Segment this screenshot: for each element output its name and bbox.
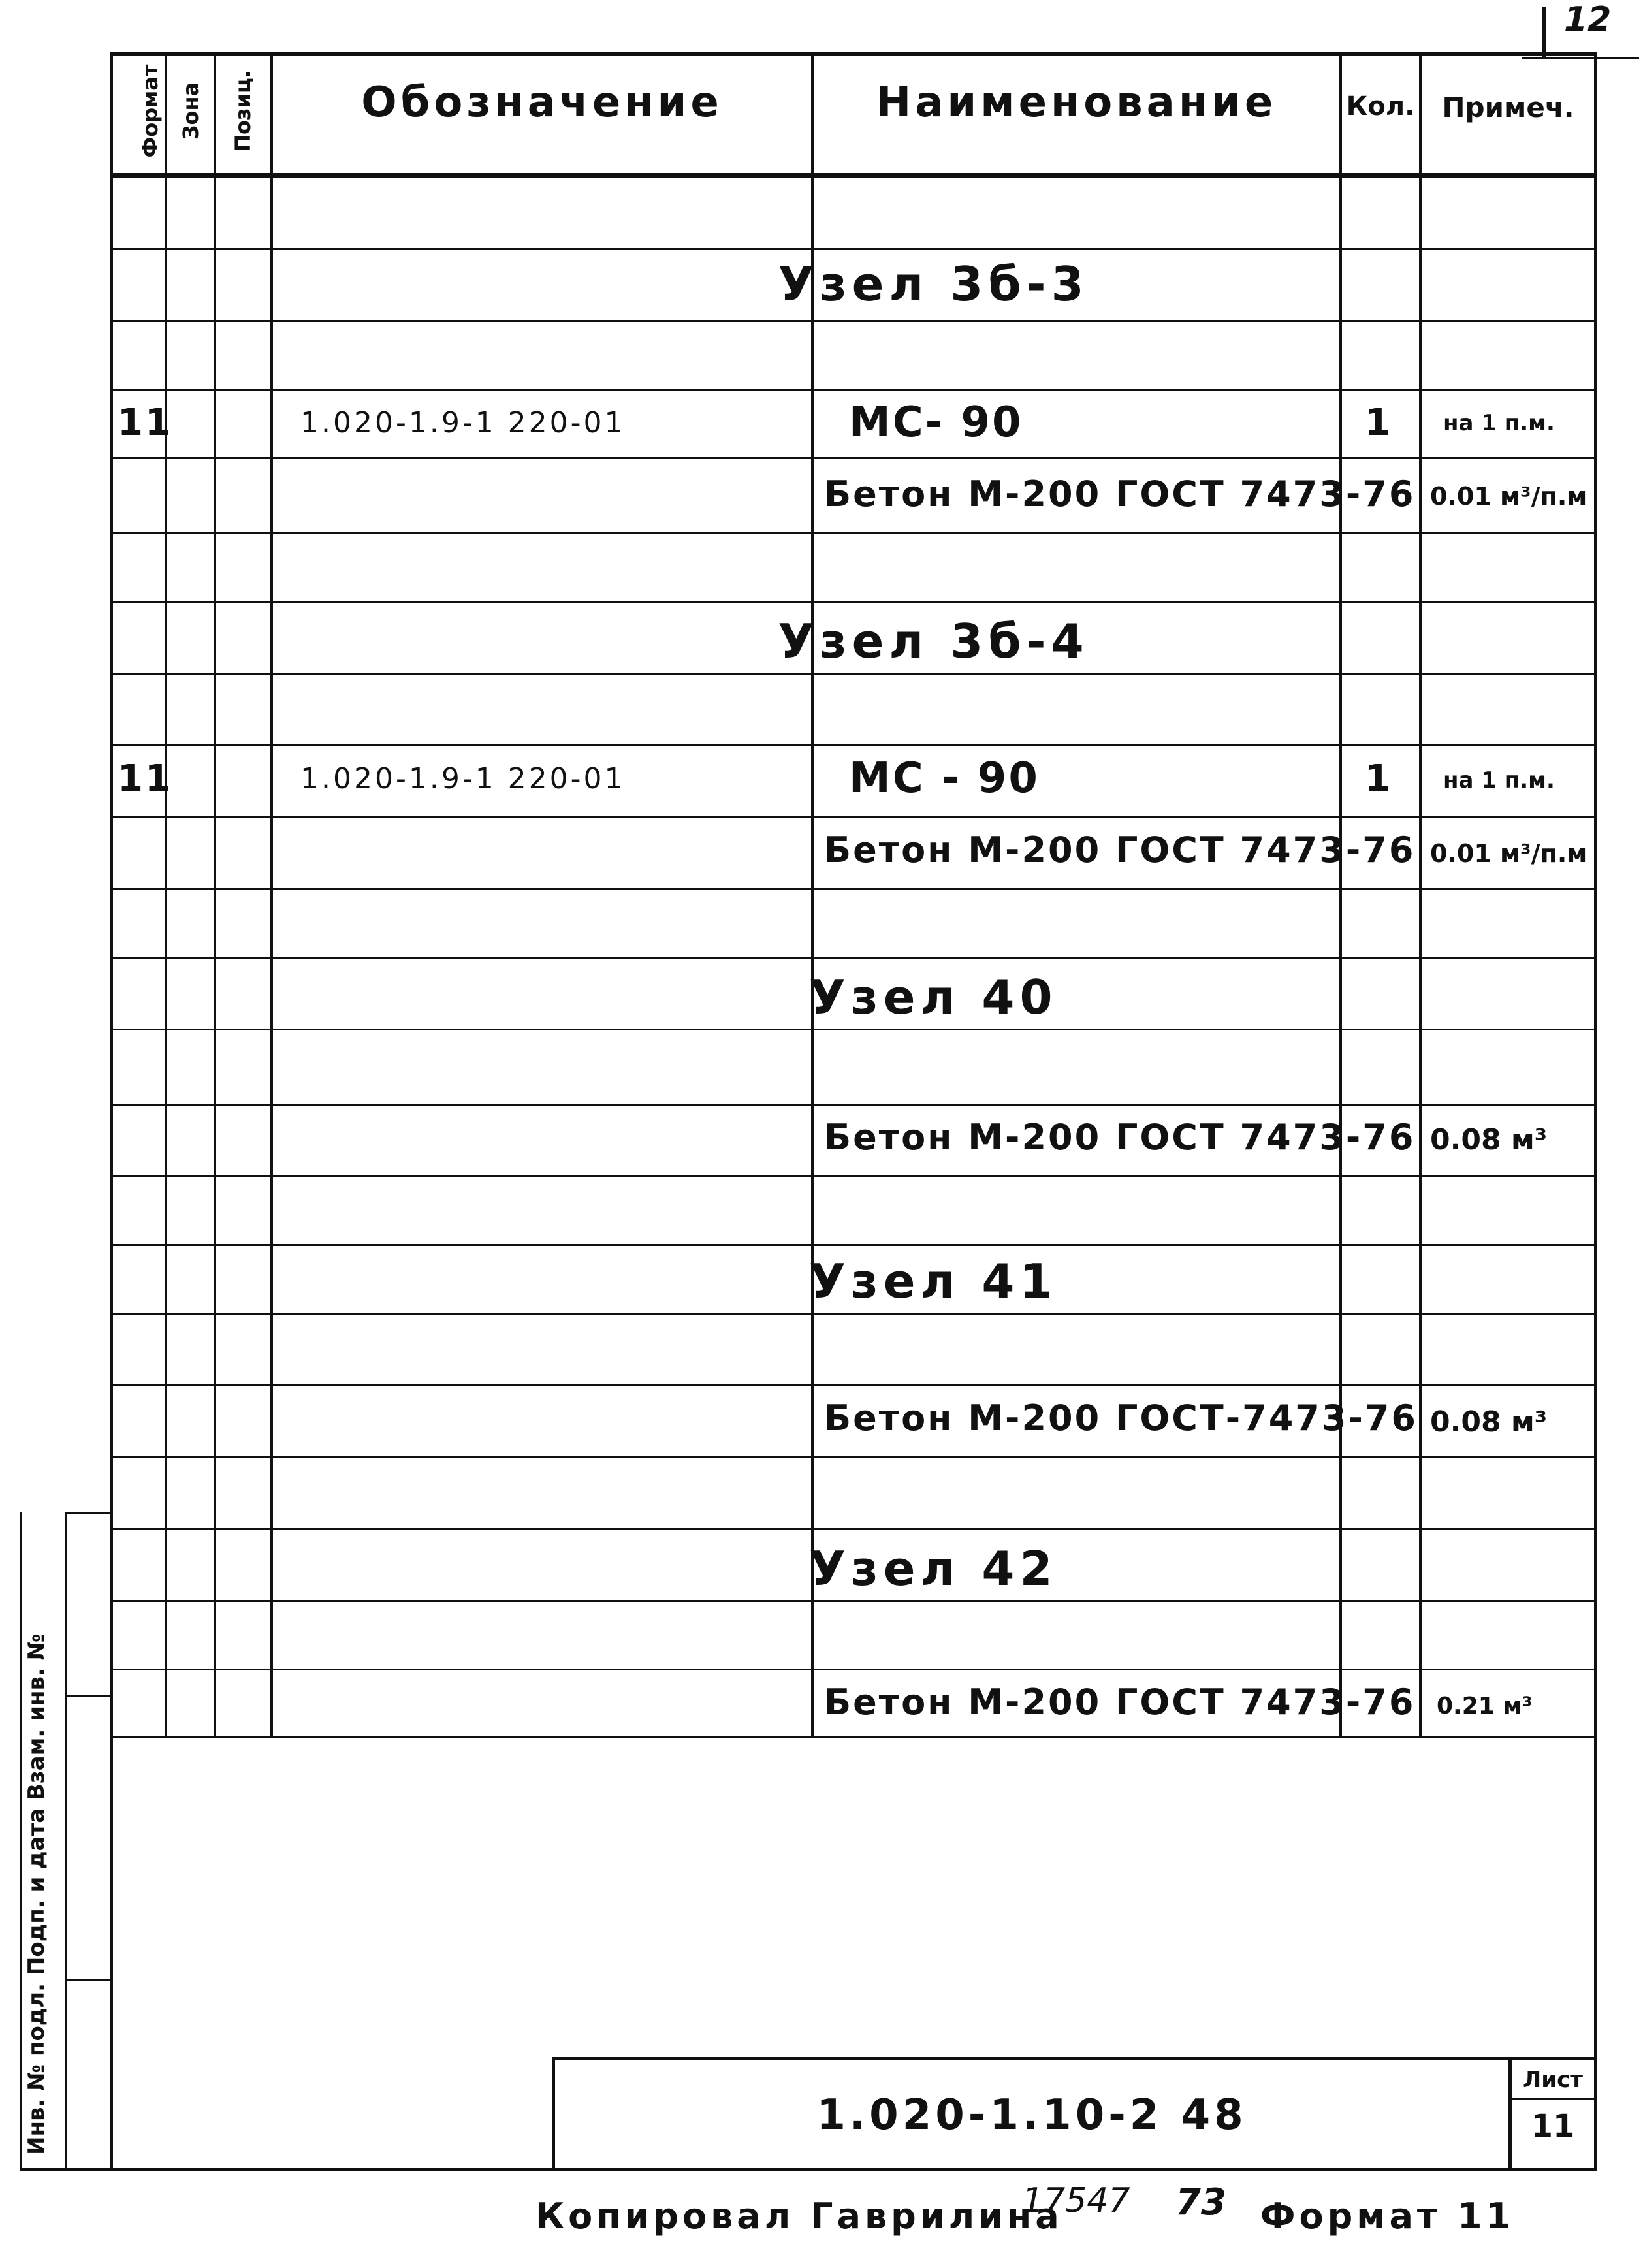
- row-name: Бетон М-200 ГОСТ-7473-76: [824, 1398, 1418, 1439]
- row-name: Бетон М-200 ГОСТ 7473-76: [824, 1117, 1416, 1158]
- section-title: Узел 42: [809, 1541, 1058, 1596]
- frame-bottom: [20, 2168, 1597, 2171]
- footer-number-2: 73: [1175, 2181, 1226, 2224]
- section-title: Узел 41: [809, 1254, 1058, 1309]
- page-number-tick: [1542, 7, 1546, 59]
- row-line: [110, 1528, 1597, 1530]
- header-quantity: Кол.: [1346, 91, 1415, 121]
- side-strip-div-2: [65, 1979, 112, 1981]
- row-note: 0.21 м³: [1437, 1693, 1533, 1719]
- row-name: МС - 90: [849, 754, 1040, 803]
- row-line: [110, 389, 1597, 391]
- row-line: [110, 1313, 1597, 1315]
- row-line: [110, 673, 1597, 675]
- side-strip-top: [65, 1512, 112, 1514]
- row-designation: 1.020-1.9-1 220-01: [300, 762, 626, 795]
- header-designation: Обозначение: [361, 78, 723, 127]
- row-name: Бетон М-200 ГОСТ 7473-76: [824, 829, 1416, 870]
- row-line: [110, 888, 1597, 890]
- document-code: 1.020-1.10-2 48: [816, 2091, 1247, 2139]
- row-line: [110, 601, 1597, 603]
- footer-number-1: 17547: [1022, 2181, 1130, 2220]
- row-line: [110, 1029, 1597, 1030]
- title-block-top: [552, 2057, 1597, 2060]
- header-note: Примеч.: [1442, 91, 1574, 123]
- row-line: [110, 532, 1597, 534]
- side-strip-left: [20, 1512, 22, 2171]
- row-line: [110, 1669, 1597, 1670]
- row-line: [110, 1244, 1597, 1246]
- header-format: Формат: [138, 64, 163, 158]
- row-line: [110, 1384, 1597, 1386]
- sheet-number: 11: [1531, 2108, 1575, 2145]
- section-title: Узел 3б-3: [778, 257, 1089, 311]
- row-line: [110, 816, 1597, 818]
- row-name: МС- 90: [849, 398, 1023, 447]
- side-strip-mid: [65, 1512, 67, 2171]
- page-number-rule: [1522, 57, 1639, 59]
- footer-copied-by: Копировал Гаврилина: [535, 2196, 1063, 2237]
- header-position: Позиц.: [231, 70, 255, 152]
- header-rule: [110, 173, 1597, 178]
- row-line: [110, 1175, 1597, 1177]
- section-title: Узел 3б-4: [778, 614, 1089, 669]
- row-note: на 1 п.м.: [1443, 410, 1555, 436]
- page-number: 12: [1564, 0, 1612, 39]
- row-line: [110, 1104, 1597, 1106]
- row-line: [110, 320, 1597, 322]
- row-format: 11: [118, 402, 172, 444]
- row-note: 0.08 м³: [1430, 1123, 1548, 1157]
- row-note: на 1 п.м.: [1443, 767, 1555, 793]
- row-quantity: 1: [1365, 402, 1392, 444]
- row-line: [110, 457, 1597, 459]
- row-line: [110, 957, 1597, 959]
- row-line: [110, 744, 1597, 746]
- col-line-zone: [214, 52, 216, 1737]
- row-format: 11: [118, 758, 172, 800]
- header-zone: Зона: [178, 82, 203, 140]
- title-block-sheet-rule: [1508, 2098, 1597, 2100]
- header-name: Наименование: [876, 78, 1277, 127]
- side-stamp-label: Инв. № подл. Подп. и дата Взам. инв. №: [24, 1633, 50, 2155]
- row-line: [110, 1456, 1597, 1458]
- sheet-label: Лист: [1523, 2067, 1583, 2093]
- footer-format: Формат 11: [1260, 2196, 1515, 2237]
- row-quantity: 1: [1365, 758, 1392, 800]
- row-line: [110, 1736, 1597, 1738]
- frame-right: [1594, 52, 1597, 2171]
- row-name: Бетон М-200 ГОСТ 7473-76: [824, 473, 1416, 515]
- row-note: 0.01 м³/п.м: [1430, 839, 1587, 868]
- row-line: [110, 248, 1597, 250]
- col-line-format: [165, 52, 167, 1737]
- frame-left: [110, 52, 113, 2171]
- side-strip-div-1: [65, 1695, 112, 1697]
- section-title: Узел 40: [809, 970, 1058, 1025]
- row-line: [110, 1600, 1597, 1602]
- row-note: 0.08 м³: [1430, 1405, 1548, 1439]
- row-name: Бетон М-200 ГОСТ 7473-76: [824, 1682, 1416, 1723]
- frame-top: [110, 52, 1597, 56]
- row-designation: 1.020-1.9-1 220-01: [300, 406, 626, 439]
- row-note: 0.01 м³/п.м: [1430, 482, 1587, 511]
